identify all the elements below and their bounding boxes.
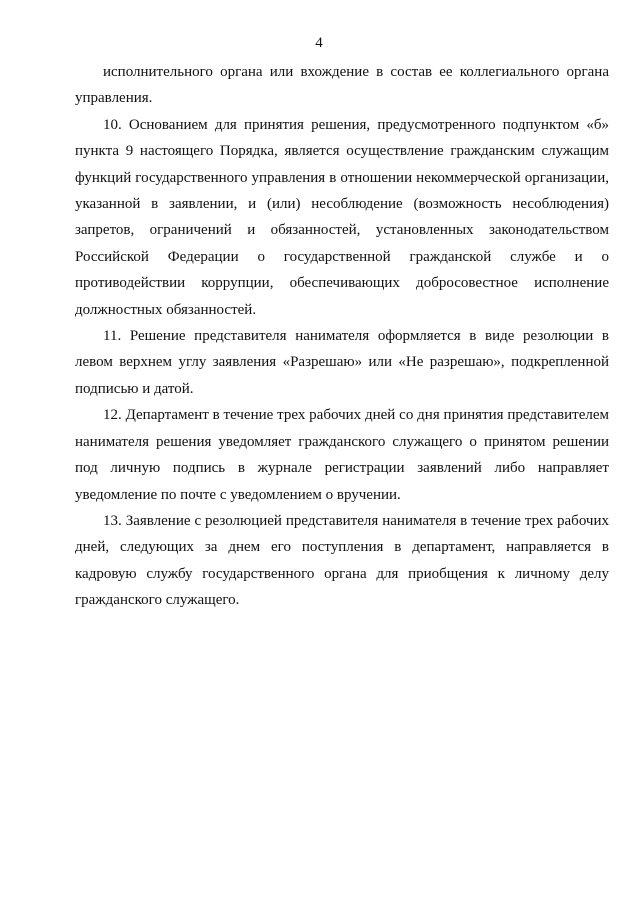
- paragraph-12: 12. Департамент в течение трех рабочих дней со дня принятия представителем нанимателя решения уведомляет гражданского служащего о принятом решении под личную подпись в журнале регистрации заявлений либо направляет уведомление по почте с уведомлением о вручении.: [75, 407, 609, 503]
- paragraph-continuation: исполнительного органа или вхождение в состав ее коллегиального органа управления.: [75, 64, 609, 107]
- document-body: [75, 59, 609, 614]
- paragraph-13: 13. Заявление с резолюцией представителя нанимателя в течение трех рабочих дней, следующих за днем его поступления в департамент, направляется в кадровую службу государственного органа для приобщения к личному делу гражданского служащего.: [75, 512, 609, 609]
- page-number: 4: [315, 35, 323, 51]
- paragraph-11: 11. Решение представителя нанимателя оформляется в виде резолюции в левом верхнем углу заявления «Разрешаю» или «Не разрешаю», подкрепленной подписью и датой.: [75, 328, 609, 397]
- paragraph-10: 10. Основанием для принятия решения, предусмотренного подпунктом «б» пункта 9 настоящего Порядка, является осуществление гражданским служащим функций государственного управления в отношении некоммерческой организации, указанной в заявлении, и (или) несоблюдение (возможность несоблюдения) запретов, ограничений и обязанностей, установленных законодательством Российской Федерации о государственной гражданской службе и о противодействии коррупции, обеспечивающих добросовестное исполнение должностных обязанностей.: [75, 116, 609, 318]
